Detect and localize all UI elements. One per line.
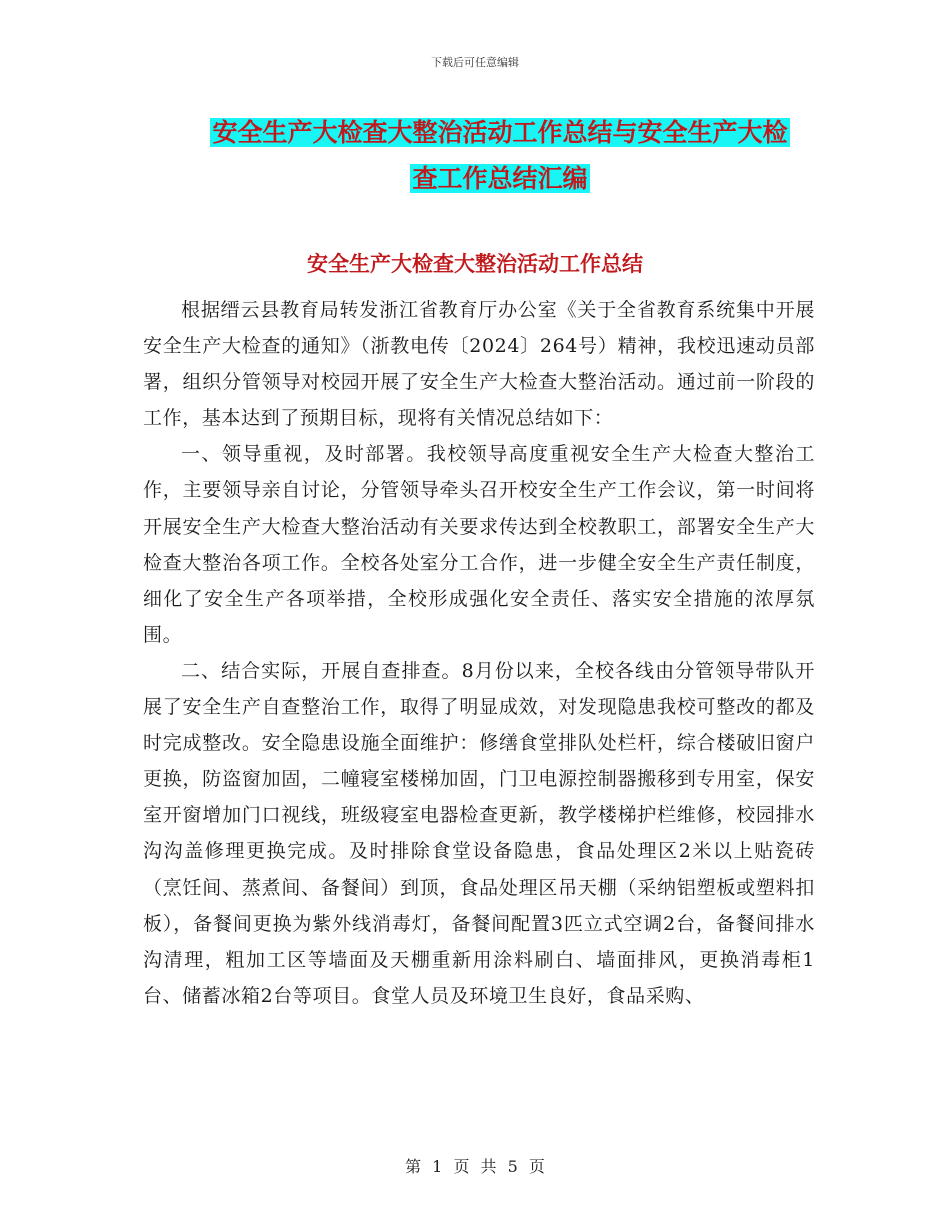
document-title	[120, 110, 880, 202]
document-title-line-1: 安全生产大检查大整治活动工作总结与安全生产大检	[212, 118, 788, 147]
page-number-footer: 第 1 页 共 5 页	[405, 1157, 545, 1176]
paragraph-leadership: 一、领导重视，及时部署。我校领导高度重视安全生产大检查大整治工作，主要领导亲自讨论，分管领导牵头召开校安全生产工作会议，第一时间将开展安全生产大检查大整治活动有关要求传达到全校教职工，部署安全生产大检查大整治各项工作。全校各处室分工合作，进一步健全安全生产责任制度，细化了安全生产各项举措，全校形成强化安全责任、落实安全措施的浓厚氛围。	[143, 443, 815, 646]
document-title-line-2: 查工作总结汇编	[412, 164, 588, 193]
header-note: 下载后可任意编辑	[431, 56, 519, 69]
section-title: 安全生产大检查大整治活动工作总结	[307, 252, 643, 276]
document-body	[143, 292, 815, 1014]
paragraph-self-inspection: 二、结合实际，开展自查排查。8月份以来，全校各线由分管领导带队开展了安全生产自查整治工作，取得了明显成效，对发现隐患我校可整改的都及时完成整改。安全隐患设施全面维护：修缮食堂排队处栏杆，综合楼破旧窗户更换，防盗窗加固，二幢寝室楼梯加固，门卫电源控制器搬移到专用室，保安室开窗增加门口视线，班级寝室电器检查更新，教学楼梯护栏维修，校园排水沟沟盖修理更换完成。及时排除食堂设备隐患，食品处理区2米以上贴瓷砖（烹饪间、蒸煮间、备餐间）到顶，食品处理区吊天棚（采纳铝塑板或塑料扣板），备餐间更换为紫外线消毒灯，备餐间配置3匹立式空调2台，备餐间排水沟清理，粗加工区等墙面及天棚重新用涂料刷白、墙面排风，更换消毒柜1台、储蓄冰箱2台等项目。食堂人员及环境卫生良好，食品采购、	[143, 659, 815, 1007]
paragraph-intro: 根据缙云县教育局转发浙江省教育厅办公室《关于全省教育系统集中开展安全生产大检查的通知》（浙教电传〔2024〕264号）精神，我校迅速动员部署，组织分管领导对校园开展了安全生产大检查大整治活动。通过前一阶段的工作，基本达到了预期目标，现将有关情况总结如下：	[143, 299, 815, 430]
